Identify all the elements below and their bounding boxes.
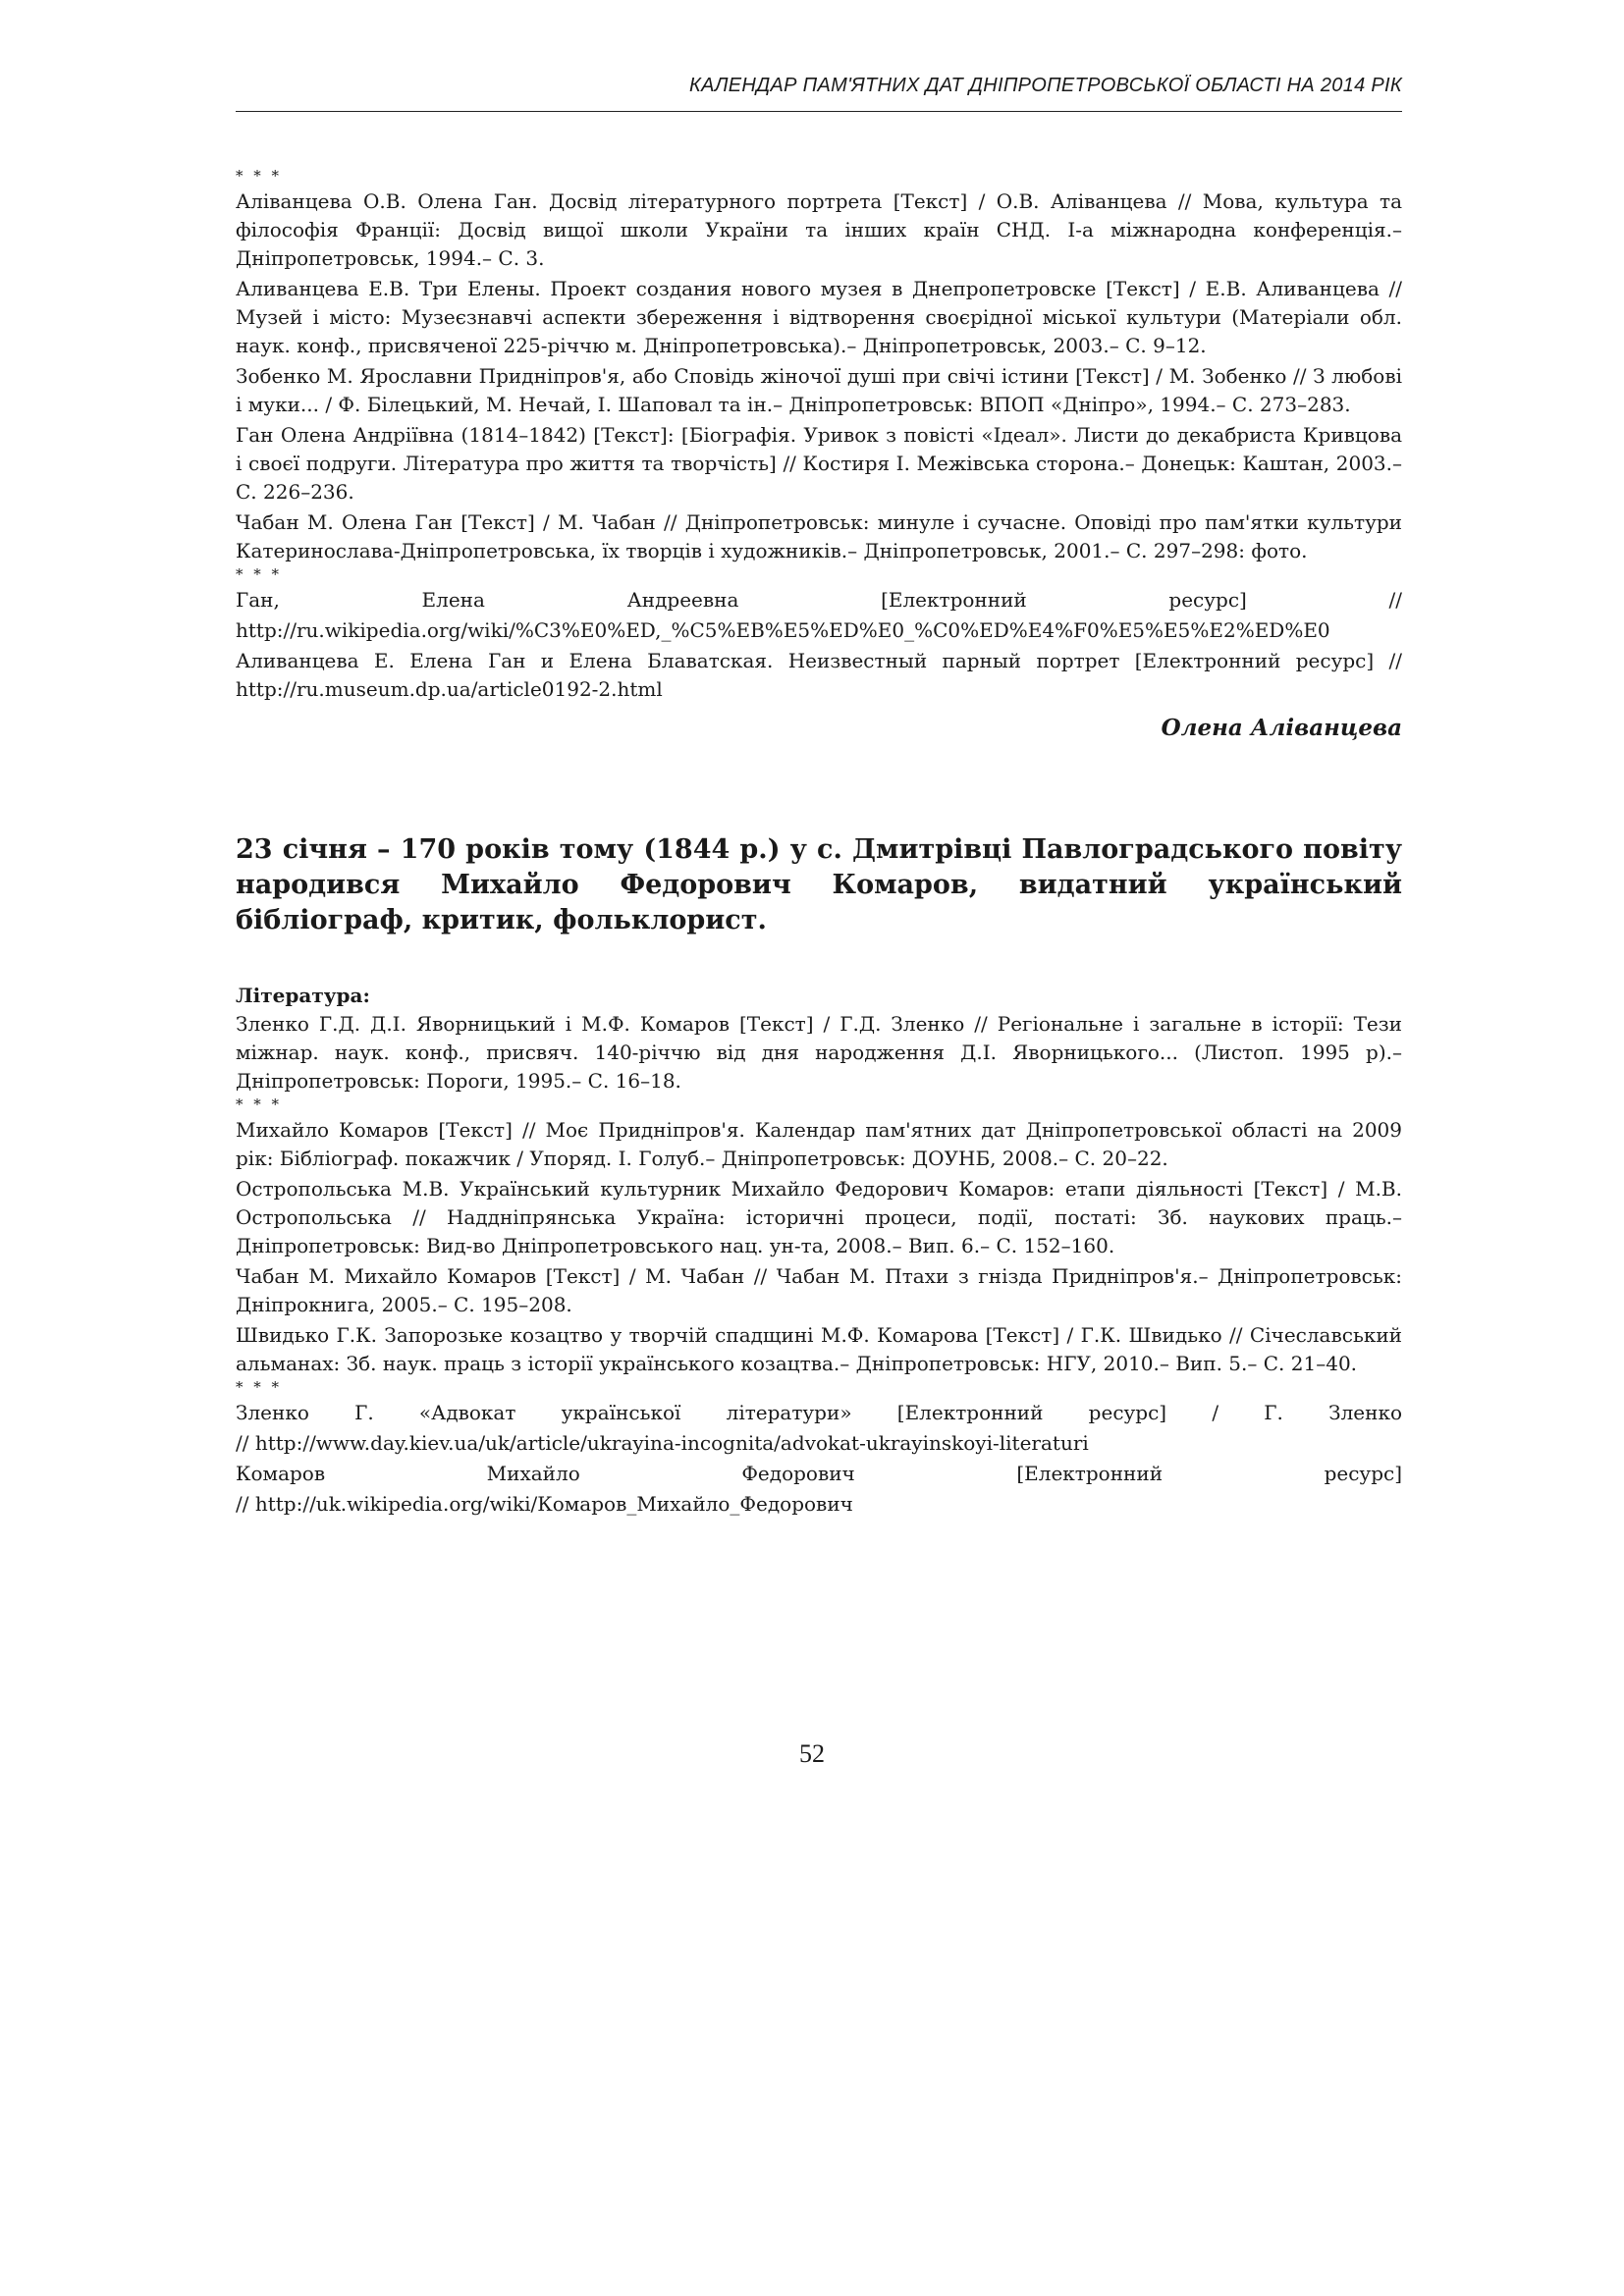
bibliography-entry: Чабан М. Михайло Комаров [Текст] / М. Чабан // Чабан М. Птахи з гнізда Придніпров'я.– Дніпропетровськ: Дніпрокнига, 2005.– С. 195–208. [236, 1264, 1402, 1316]
bibliography-entry: Ган Олена Андріївна (1814–1842) [Текст]: [Біографія. Уривок з повісті «Ідеал». Листи до декабриста Кривцова і своєї подруги. Література про життя та творчість] // Костиря І. Межівська сторона.– Донецьк: Каштан, 2003.– С. 226–236. [236, 423, 1402, 504]
bibliography-entry: Аліванцева О.В. Олена Ган. Досвід літературного портрета [Текст] / О.В. Аліванцева // Мова, культура та філософія Франції: Досвід вищої школи України та інших країн СНД. І-а міжнародна конференція.– Дніпропетровськ, 1994.– С. 3. [236, 189, 1402, 270]
web-resource-entry[interactable]: Аливанцева Е. Елена Ган и Елена Блаватская. Неизвестный парный портрет [Електронний ресурс] // http://ru.museum.dp.ua/article0192-2.html [236, 649, 1402, 701]
page-content [236, 169, 1402, 1521]
header-rule [236, 111, 1402, 112]
bibliography-entry: Зленко Г.Д. Д.І. Яворницький і М.Ф. Комаров [Текст] / Г.Д. Зленко // Регіональне і загальне в історії: Тези міжнар. наук. конф., присвяч. 140-річчю від дня народження Д.І. Яворницького... (Листоп. 1995 р).– Дніпропетровськ: Пороги, 1995.– С. 16–18. [236, 1012, 1402, 1093]
literature-label: Література: [236, 984, 370, 1007]
bibliography-entry: Чабан М. Олена Ган [Текст] / М. Чабан // Дніпропетровськ: минуле і сучасне. Оповіді про пам'ятки культури Катеринослава-Дніпропетровська, їх творців і художників.– Дніпропетровськ, 2001.– С. 297–298: фото. [236, 510, 1402, 562]
bibliography-entry: Швидько Г.К. Запорозьке козацтво у творчій спадщині М.Ф. Комарова [Текст] / Г.К. Швидько // Січеславський альманах: Зб. наук. праць з історії українського козацтва.– Дніпропетровськ: НГУ, 2010.– Вип. 5.– С. 21–40. [236, 1323, 1402, 1375]
web-resource-entry [236, 1399, 1402, 1458]
bibliography-entry: Зобенко М. Ярославни Придніпров'я, або Сповідь жіночої душі при свічі істини [Текст] / М. Зобенко // З любові і муки... / Ф. Білецький, М. Нечай, І. Шаповал та ін.– Дніпропетровськ: ВПОП «Дніпро», 1994.– С. 273–283. [236, 364, 1402, 416]
web-resource-link[interactable]: http://ru.wikipedia.org/wiki/%C3%E0%ED,_%C5%EB%E5%ED%E0_%C0%ED%E4%F0%E5%E5%E2%ED%E0 [236, 618, 1330, 642]
separator-stars: * * * [236, 565, 283, 583]
web-resource-title: Зленко Г. «Адвокат української літератури» [Електронний ресурс] / Г. Зленко [236, 1401, 1402, 1424]
bibliography-entry: Михайло Комаров [Текст] // Моє Придніпров'я. Календар пам'ятних дат Дніпропетровської області на 2009 рік: Бібліограф. покажчик / Упоряд. І. Голуб.– Дніпропетровськ: ДОУНБ, 2008.– С. 20–22. [236, 1118, 1402, 1170]
web-resource-title: Комаров Михайло Федорович [Електронний ресурс] [236, 1462, 1402, 1485]
separator-stars: * * * [236, 1095, 283, 1113]
author-signature: Олена Аліванцева [1161, 715, 1402, 741]
bibliography-entry: Аливанцева Е.В. Три Елены. Проект создания нового музея в Днепропетровске [Текст] / Е.В. Аливанцева // Музей і місто: Музеєзнавчі аспекти збереження і відтворення своєрідної міської культури (Матеріали обл. наук. конф., присвяченої 225-річчю м. Дніпропетровська).– Дніпропетровськ, 2003.– С. 9–12. [236, 277, 1402, 357]
web-resource-title: Ган, Елена Андреевна [Електронний ресурс] // [236, 588, 1402, 612]
running-header: КАЛЕНДАР ПАМ'ЯТНИХ ДАТ ДНІПРОПЕТРОВСЬКОЇ ОБЛАСТІ НА 2014 РІК [689, 75, 1402, 96]
web-resource-entry [236, 1460, 1402, 1519]
section-heading: 23 січня – 170 років тому (1844 р.) у с. Дмитрівці Павлоградського повіту народився Михайло Федорович Комаров, видатний український бібліограф, критик, фольклорист. [236, 834, 1402, 935]
separator-stars: * * * [236, 1378, 283, 1396]
web-resource-link[interactable]: // http://www.day.kiev.ua/uk/article/ukrayina-incognita/advokat-ukrayinskoyi-literaturi [236, 1431, 1089, 1455]
separator-stars: * * * [236, 167, 283, 185]
web-resource-entry [236, 586, 1402, 645]
bibliography-entry: Остропольська М.В. Український культурник Михайло Федорович Комаров: етапи діяльності [Текст] / М.В. Остропольська // Наддніпрянська Україна: історичні процеси, події, постаті: Зб. наукових праць.– Дніпропетровськ: Вид-во Дніпропетровського нац. ун-та, 2008.– Вип. 6.– С. 152–160. [236, 1177, 1402, 1257]
page-number: 52 [799, 1739, 825, 1768]
web-resource-link[interactable]: // http://uk.wikipedia.org/wiki/Комаров_Михайло_Федорович [236, 1492, 853, 1516]
